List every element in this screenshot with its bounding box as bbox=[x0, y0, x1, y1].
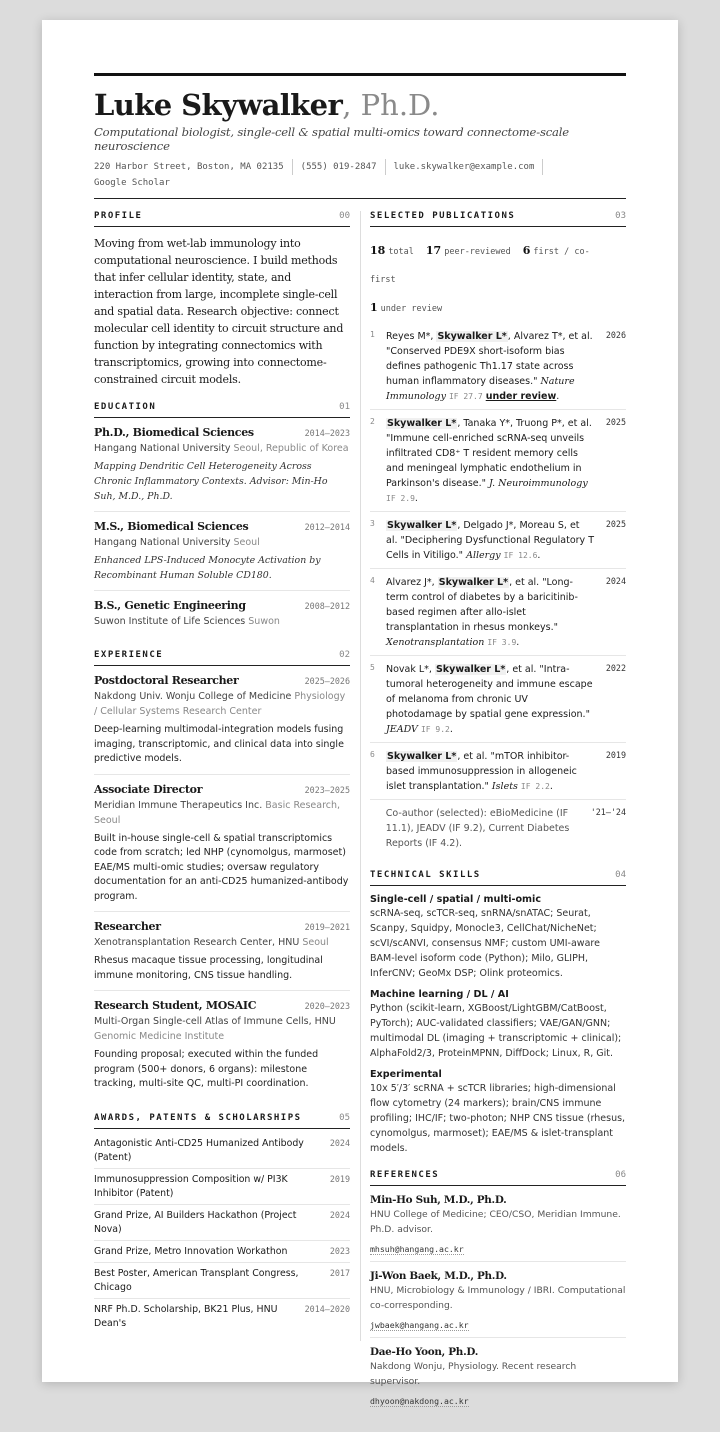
entry-org: Multi-Organ Single-cell Atlas of Immune Cells, HNU Genomic Medicine Institute bbox=[94, 1016, 336, 1042]
reference-entry: Ji-Won Baek, M.D., Ph.D. HNU, Microbiology & Immunology / IBRI. Computational co-corresponding. jwbaek@hangang.ac.kr bbox=[370, 1262, 626, 1338]
experience-entry bbox=[94, 912, 350, 991]
entry-date: 2008–2012 bbox=[304, 601, 350, 611]
publication-item bbox=[370, 512, 626, 569]
contact-bar bbox=[94, 159, 626, 191]
section-heading: EXPERIENCE 02 bbox=[94, 650, 350, 666]
publication-number: 5 bbox=[370, 663, 375, 672]
publication-number: 2 bbox=[370, 417, 375, 426]
profile-text: Moving from wet-lab immunology into computational neuroscience. I build methods that infer cellular identity, state, and interaction from large, incomplete single-cell and spatial data. Research objective: connect molecular cell identity to circuit structure and function by integrating connectomics with transcriptomics, growing into connectome-constrained circuit models. bbox=[94, 237, 344, 386]
skills-section bbox=[370, 870, 626, 1156]
resume-content bbox=[94, 73, 626, 1427]
education-entry bbox=[94, 591, 350, 636]
two-column-body bbox=[94, 211, 626, 1427]
publication-item bbox=[370, 323, 626, 410]
publication-year: 2024 bbox=[605, 576, 626, 586]
entry-org: Suwon Institute of Life Sciences Suwon bbox=[94, 616, 280, 627]
awards-section bbox=[94, 1113, 350, 1334]
reference-entry: Dae-Ho Yoon, Ph.D. Nakdong Wonju, Physiology. Recent research supervisor. dhyoon@nakdong.ac.kr bbox=[370, 1346, 577, 1406]
skill-group-title: Single-cell / spatial / multi-omic bbox=[370, 894, 542, 905]
education-entry bbox=[94, 418, 350, 512]
entry-description: Rhesus macaque tissue processing, longitudinal immune monitoring, CNS tissue handling. bbox=[94, 955, 323, 981]
entry-title: Ph.D., Biomedical Sciences bbox=[94, 426, 254, 439]
experience-entry bbox=[94, 666, 350, 775]
publication-list bbox=[370, 323, 626, 800]
publication-item bbox=[370, 743, 626, 800]
skill-group-text: Python (scikit-learn, XGBoost/LightGBM/CatBoost, PyTorch); AUC-validated classifiers; VAE/GAN/GNN; multimodal DL (imaging + transcriptomic + clinical); AlphaFold2/3, ProteinMPNN, DiffDock; Linux, R, Git. bbox=[370, 1003, 622, 1059]
header-divider bbox=[94, 198, 626, 199]
reference-entry: Min-Ho Suh, M.D., Ph.D. HNU College of Medicine; CEO/CSO, Meridian Immune. Ph.D. advisor. mhsuh@hangang.ac.kr bbox=[370, 1186, 626, 1262]
award-item: Best Poster, American Transplant Congress, Chicago 2017 bbox=[94, 1263, 350, 1299]
publication-item bbox=[370, 569, 626, 656]
right-column bbox=[370, 211, 626, 1427]
reference-email[interactable]: dhyoon@nakdong.ac.kr bbox=[370, 1396, 469, 1406]
award-item: Grand Prize, Metro Innovation Workathon 2023 bbox=[94, 1241, 350, 1263]
skill-group-text: scRNA-seq, scTCR-seq, snRNA/snATAC; Seurat, Scanpy, Squidpy, Monocle3, CellChat/NicheNet; scVI/scANVI, consensus NMF; custom UMI-aware BAM-level isoform code (Python); Milo, GLIPH, InferCNV; GeoMx DSP; Olink proteomics. bbox=[370, 908, 600, 979]
entry-date: 2019–2021 bbox=[304, 922, 350, 932]
entry-thesis: Enhanced LPS-Induced Monocyte Activation by Recombinant Human Soluble CD180. bbox=[94, 555, 321, 581]
entry-date: 2020–2023 bbox=[304, 1001, 350, 1011]
experience-entry bbox=[94, 991, 350, 1099]
section-heading: REFERENCES 06 bbox=[370, 1170, 626, 1186]
entry-org: Meridian Immune Therapeutics Inc. Basic Research, Seoul bbox=[94, 799, 341, 826]
publication-stats: 18 total 17 peer-reviewed 6 first / co-first 1 under review bbox=[370, 244, 590, 314]
entry-description: Deep-learning multimodal-integration models fusing imaging, transcriptomic, and clinical data into single predictive models. bbox=[94, 724, 344, 764]
contact-phone[interactable]: (555) 019-2847 bbox=[301, 159, 386, 175]
publication-citation: Skywalker L*, et al. "mTOR inhibitor-based immunosuppression in allogeneic islet transplantation." Islets IF 2.2. bbox=[386, 751, 577, 792]
education-section bbox=[94, 402, 350, 636]
entry-description: Built in-house single-cell & spatial transcriptomics code from scratch; led NHP (cynomolgus, marmoset) EAE/MS multi-omic studies; oversaw regulatory documentation for an anti-CD25 humanized-antibody program. bbox=[94, 832, 349, 902]
publication-number: 4 bbox=[370, 576, 375, 585]
publication-year: 2019 bbox=[605, 750, 626, 760]
publication-number: 1 bbox=[370, 330, 375, 339]
publication-year: 2022 bbox=[605, 663, 626, 673]
section-heading: AWARDS, PATENTS & SCHOLARSHIPS 05 bbox=[94, 1113, 350, 1129]
entry-date: 2023–2025 bbox=[304, 784, 350, 795]
section-heading: SELECTED PUBLICATIONS 03 bbox=[370, 211, 626, 227]
publication-citation: Skywalker L*, Tanaka Y*, Truong P*, et al. "Immune cell-enriched scRNA-seq unveils infiltrated CD8⁺ T resident memory cells and meningeal lymphatic endothelium in Parkinson's disease." J. Neuroimmunology IF 2.9. bbox=[386, 418, 592, 504]
award-item: Grand Prize, AI Builders Hackathon (Project Nova) 2024 bbox=[94, 1205, 350, 1241]
publication-year: 2026 bbox=[605, 330, 626, 340]
publication-citation: Skywalker L*, Delgado J*, Moreau S, et al. "Deciphering Dysfunctional Regulatory T Cells in Vitiligo." Allergy IF 12.6. bbox=[386, 520, 594, 561]
person-degree: , Ph.D. bbox=[342, 88, 440, 122]
section-heading: TECHNICAL SKILLS 04 bbox=[370, 870, 626, 886]
top-rule bbox=[94, 73, 626, 76]
google-scholar-link[interactable]: Google Scholar bbox=[94, 178, 170, 188]
page-title bbox=[94, 88, 626, 122]
tagline: Computational biologist, single-cell & spatial multi-omics toward connectome-scale neuroscience bbox=[94, 125, 569, 153]
award-item: Antagonistic Anti-CD25 Humanized Antibody (Patent) 2024 bbox=[94, 1133, 350, 1169]
entry-title: Postdoctoral Researcher bbox=[94, 674, 239, 687]
entry-title: Researcher bbox=[94, 920, 161, 933]
entry-description: Founding proposal; executed within the funded program (500+ donors, 6 organs): milestone tracking, multi-site QC, multi-PI coordination. bbox=[94, 1049, 319, 1089]
entry-title: B.S., Genetic Engineering bbox=[94, 599, 246, 612]
experience-section bbox=[94, 650, 350, 1099]
publication-year: 2025 bbox=[605, 519, 626, 529]
entry-date: 2012–2014 bbox=[304, 522, 350, 532]
publication-year: 2025 bbox=[605, 417, 626, 427]
publication-citation: Novak L*, Skywalker L*, et al. "Intra-tumoral heterogeneity and immune escape of melanoma from chronic UV photodamage by spatial gene expression." JEADV IF 9.2. bbox=[386, 664, 593, 735]
publication-citation: Reyes M*, Skywalker L*, Alvarez T*, et al. "Conserved PDE9X short-isoform bias defines pathogenic Th1.17 state across human inflammatory diseases." Nature Immunology IF 27.7 under review. bbox=[386, 331, 593, 402]
contact-email[interactable]: luke.skywalker@example.com bbox=[394, 159, 544, 175]
entry-title: Associate Director bbox=[94, 782, 203, 796]
skill-group-title: Machine learning / DL / AI bbox=[370, 989, 509, 1000]
section-heading: PROFILE 00 bbox=[94, 211, 350, 227]
publication-item bbox=[370, 410, 626, 512]
entry-thesis: Mapping Dendritic Cell Heterogeneity Across Chronic Inflammatory Contexts. Advisor: Min-Ho Suh, M.D., Ph.D. bbox=[94, 461, 328, 502]
entry-title: Research Student, MOSAIC bbox=[94, 999, 257, 1012]
reference-email[interactable]: jwbaek@hangang.ac.kr bbox=[370, 1320, 469, 1330]
person-name: Luke Skywalker bbox=[94, 88, 343, 122]
coauthor-note: Co-author (selected): eBioMedicine (IF 11.1), JEADV (IF 9.2), Current Diabetes Reports (IF 4.2). '21–'24 bbox=[385, 807, 626, 849]
entry-title: M.S., Biomedical Sciences bbox=[94, 520, 249, 533]
entry-org: Hangang National University Seoul bbox=[94, 537, 260, 548]
reference-email[interactable]: mhsuh@hangang.ac.kr bbox=[370, 1244, 464, 1254]
column-divider bbox=[360, 211, 361, 1341]
entry-org: Nakdong Univ. Wonju College of Medicine Physiology / Cellular Systems Research Center bbox=[94, 691, 346, 717]
publication-citation: Alvarez J*, Skywalker L*, et al. "Long-term control of diabetes by a baricitinib-based regimen after allo-islet transplantation in rhesus monkeys." Xenotransplantation IF 3.9. bbox=[386, 577, 578, 648]
publications-section bbox=[370, 211, 626, 856]
left-column bbox=[94, 211, 350, 1427]
skill-group-title: Experimental bbox=[370, 1069, 442, 1080]
entry-org: Hangang National University Seoul, Republic of Korea bbox=[94, 443, 349, 454]
education-entry bbox=[94, 512, 350, 591]
experience-entry bbox=[94, 775, 350, 913]
references-section bbox=[370, 1170, 626, 1413]
publication-number: 3 bbox=[370, 519, 375, 528]
publication-item bbox=[370, 656, 626, 743]
profile-section bbox=[94, 211, 350, 388]
section-heading: EDUCATION 01 bbox=[94, 402, 350, 418]
award-item: NRF Ph.D. Scholarship, BK21 Plus, HNU Dean's 2014–2020 bbox=[94, 1303, 350, 1329]
contact-address: 220 Harbor Street, Boston, MA 02135 bbox=[94, 159, 293, 175]
resume-page bbox=[42, 20, 678, 1406]
entry-date: 2025–2026 bbox=[304, 676, 350, 686]
entry-org: Xenotransplantation Research Center, HNU Seoul bbox=[94, 937, 329, 948]
skill-group-text: 10x 5′/3′ scRNA + scTCR libraries; high-dimensional flow cytometry (24 markers); brain/CNS immune profiling; IHC/IF; two-photon; NHP CNS tissue (rhesus, cynomolgus, marmoset); EAE/MS & islet-transplant models. bbox=[370, 1083, 626, 1154]
award-item: Immunosuppression Composition w/ PI3K Inhibitor (Patent) 2019 bbox=[94, 1169, 350, 1205]
publication-number: 6 bbox=[370, 750, 375, 759]
entry-date: 2014–2023 bbox=[304, 428, 350, 438]
